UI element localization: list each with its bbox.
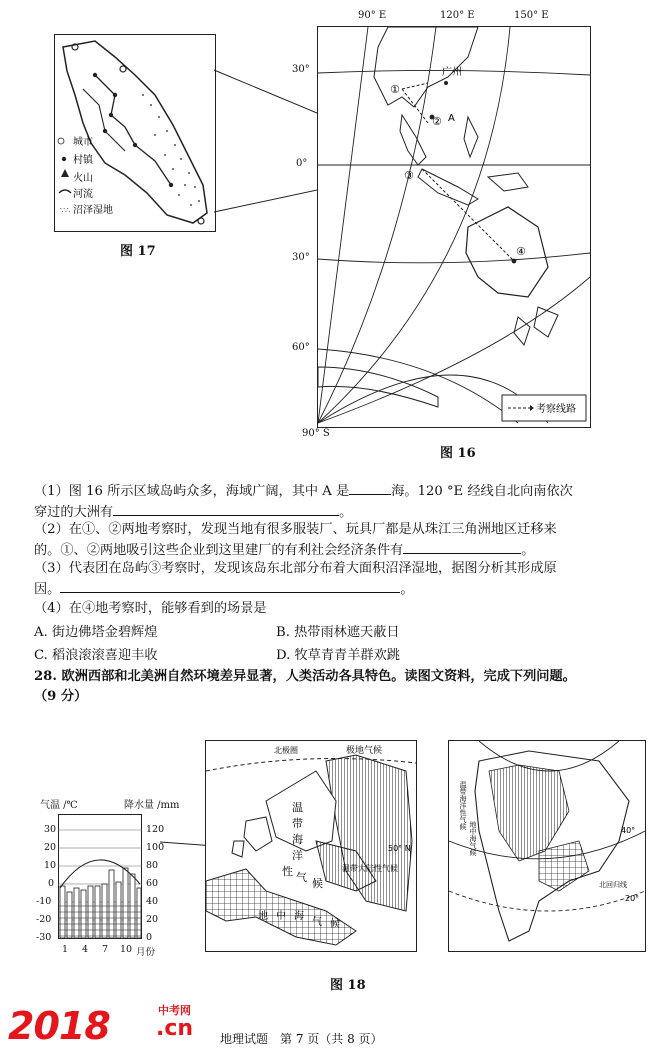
figure-18-caption: 图 18 (330, 978, 366, 993)
marker-4: ④ (516, 245, 526, 258)
temp-tick-20: 20 (44, 842, 57, 853)
precip-axis-label: 降水量 /mm (124, 800, 180, 811)
precip-tick-0: 0 (146, 932, 153, 943)
logo-tld: .cn (156, 1016, 194, 1041)
lon-label-120e: 120° E (440, 10, 475, 21)
question-4: （4）在④地考察时，能够看到的场景是 (34, 601, 267, 616)
option-b[interactable]: B. 热带雨林遮天蔽日 (276, 625, 400, 640)
eu-label-hai2: 海 (294, 911, 304, 922)
lat-label-30n-left: 30° (292, 64, 310, 75)
eu-label-qi2: 气 (312, 917, 322, 928)
precip-tick-60: 60 (146, 878, 159, 889)
temp-tick-0: 0 (48, 878, 55, 889)
question-28: 28. 欧洲西部和北美洲自然环境差异显著，人类活动各具特色。读图文资料，完成下列问题。 （9 分） (34, 669, 576, 704)
lat-label-60s: 60° (292, 342, 310, 353)
na-maritime-label: 温带海洋性气候 (459, 781, 467, 830)
temp-tick-10: 10 (44, 860, 57, 871)
precip-tick-100: 100 (146, 842, 165, 853)
eu-label-yang: 洋 (292, 849, 303, 862)
route-legend: 考察线路 (536, 404, 576, 415)
legend-river: 河流 (73, 189, 93, 200)
eu-label-di: 地 (258, 911, 268, 922)
na-med-label: 地中海气候 (469, 821, 477, 856)
temp-tick-m10: -10 (36, 896, 52, 907)
month-axis-label: 月份 (136, 947, 156, 958)
logo-site-name: 中考网 (158, 1004, 191, 1017)
sea-a-label: A (448, 113, 455, 124)
lat-label-30s: 30° (292, 252, 310, 263)
europe-map (206, 741, 416, 951)
legend-town: 村镇 (73, 155, 93, 166)
marker-3: ③ (404, 169, 414, 182)
option-d[interactable]: D. 牧草青青羊群欢跳 (276, 648, 400, 663)
precip-tick-80: 80 (146, 860, 159, 871)
eu-label-hou2: 候 (330, 919, 340, 930)
temp-tick-m20: -20 (36, 914, 52, 925)
lat-label-90s: 90° S (302, 428, 330, 439)
lon-label-150e: 150° E (514, 10, 549, 21)
figure-16-caption: 图 16 (440, 446, 476, 461)
option-a[interactable]: A. 街边佛塔金碧辉煌 (34, 625, 158, 640)
temp-axis-label: 气温 /℃ (40, 800, 78, 811)
legend-volcano: 火山 (73, 173, 93, 184)
legend-swamp: 沼泽湿地 (73, 205, 113, 216)
figure-17-caption: 图 17 (120, 244, 156, 259)
na-tropic-label: 北回归线 (599, 881, 627, 889)
marker-2: ② (432, 115, 442, 128)
eu-label-zhong: 中 (276, 911, 286, 922)
question-3: （3）代表团在岛屿③考察时，发现该岛东北部分布着大面积沼泽湿地，据图分析其形成原 因。 。 (34, 561, 557, 597)
north-america-map (449, 741, 645, 951)
precip-tick-40: 40 (146, 896, 159, 907)
precip-tick-120: 120 (146, 824, 165, 835)
precip-tick-20: 20 (146, 914, 159, 925)
eu-label-dai: 带 (292, 817, 303, 830)
month-tick-1: 1 (62, 944, 69, 955)
eu-label-hai: 海 (292, 833, 303, 846)
lat-label-0: 0° (296, 158, 308, 169)
svg-text:∵∴: ∵∴ (60, 206, 71, 215)
eu-label-continental: 温带大陆性气候 (342, 864, 398, 873)
eu-label-50n: 50° N (388, 844, 411, 853)
europe-map-frame (205, 740, 417, 952)
eu-label-xing: 性 (282, 865, 293, 878)
logo-year: 2018 (8, 1004, 110, 1048)
na-20-label: 20° (625, 894, 640, 903)
month-tick-4: 4 (82, 944, 89, 955)
north-america-map-frame (448, 740, 646, 952)
eu-label-hou: 候 (312, 877, 323, 890)
month-tick-7: 7 (102, 944, 109, 955)
temp-tick-30: 30 (44, 824, 57, 835)
option-c[interactable]: C. 稻浪滚滚喜迎丰收 (34, 648, 158, 663)
marker-1: ① (390, 83, 400, 96)
lon-label-90e: 90° E (358, 10, 387, 21)
question-1: （1）图 16 所示区域岛屿众多，海域广阔，其中 A 是 海。120 °E 经线自北向南依次 穿过的大洲有 。 (34, 481, 640, 522)
question-2: （2）在①、②两地考察时，发现当地有很多服装厂、玩具厂都是从珠江三角洲地区迁移来 的。①、②两地吸引这些企业到这里建厂的有利社会经济条件有 。 (34, 522, 557, 558)
temp-tick-m30: -30 (36, 932, 52, 943)
polar-climate-label: 极地气候 (346, 746, 383, 756)
legend-city: 城市 (73, 137, 93, 148)
eu-label-wen: 温 (292, 801, 303, 814)
arctic-circle-label: 北极圈 (274, 746, 298, 755)
page-footer-text: 地理试题 第 7 页（共 8 页） (220, 1032, 383, 1046)
eu-label-qi: 气 (296, 871, 307, 884)
guangzhou-label: 广州 (442, 67, 462, 78)
na-40-label: 40° (621, 826, 636, 835)
site-logo (8, 1002, 208, 1050)
month-tick-10: 10 (120, 944, 133, 955)
